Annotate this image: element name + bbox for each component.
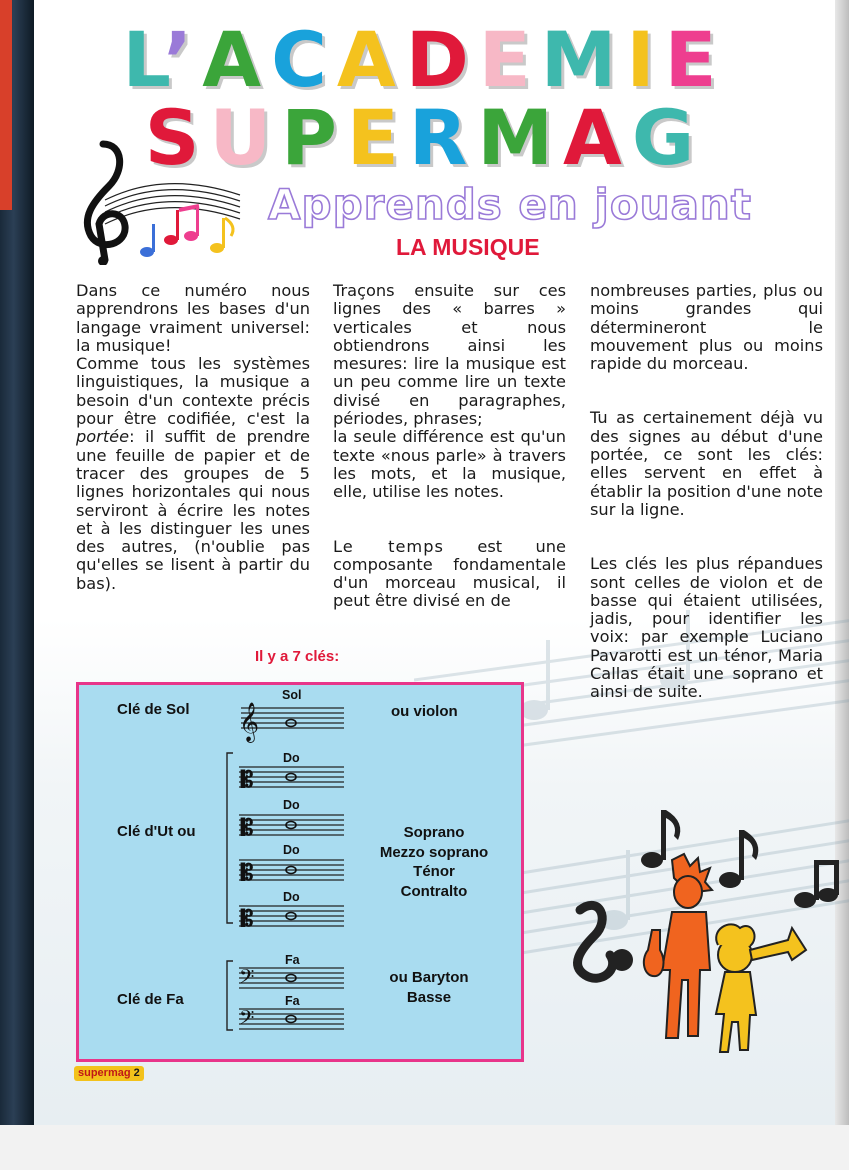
clef-label-fa: Clé de Fa: [117, 991, 184, 1008]
title-letter: U: [209, 93, 282, 182]
title-letter: D: [405, 15, 479, 104]
paragraph: Dans ce numéro nous apprendrons les bases d'un langage vraiment universel: la musique!: [76, 281, 310, 355]
voice-label: Contralto: [400, 882, 468, 900]
voice-label: Ténor: [413, 863, 455, 880]
title-letter: A: [563, 93, 632, 182]
text-run: : il suffit de prendre une feuille de papier et de tracer des groupes de 5 lignes horizontales qui nous serviront à écrire les notes et à les distinguer les unes des autres, (n'oublie pas qu'elles se lisent à partir du bas).: [76, 427, 310, 593]
clef-label-sol: Clé de Sol: [117, 701, 190, 718]
title-letter: M: [540, 15, 627, 104]
note-name: Do: [283, 798, 300, 812]
alto-clef-icon: 𝄡: [241, 907, 254, 932]
note-name: Do: [283, 751, 300, 765]
title-letter: E: [664, 15, 727, 104]
voice-label: Basse: [406, 989, 452, 1006]
text-column-2: [333, 282, 566, 611]
paragraph: Les clés les plus répandues sont celles de violon et de basse qui étaient utilisées, jadis, pour identifier les voix: par exemple Luciano Pavarotti est un ténor, Maria Callas était une soprano et ainsi de suite.: [590, 554, 823, 702]
treble-clef-icon: [578, 905, 613, 978]
spaced-term: Le temps: [333, 536, 444, 556]
title-letter: S: [144, 93, 210, 182]
section-heading: LA MUSIQUE: [396, 234, 540, 260]
text-column-3: [590, 282, 823, 702]
voice-list: [369, 968, 489, 1008]
clef-table: [76, 682, 524, 1062]
magazine-title-line-1: [0, 15, 849, 104]
text-run: est une composante fondamentale d'un morceau musical, il peut être divisé en de: [333, 536, 567, 611]
subtitle: Apprends en jouant: [268, 180, 752, 229]
note-name: Do: [283, 843, 300, 857]
text-column-1: [76, 282, 310, 593]
alto-clef-icon: 𝄡: [241, 768, 254, 793]
paragraph: [76, 355, 310, 593]
title-letter: ’: [163, 15, 203, 104]
paragraph: Traçons ensuite sur ces lignes des « barres » verticales et nous obtiendrons ainsi les mesures: lire la musique est un peu comme lire un texte divisé en paragraphes, périodes, phrases;: [333, 281, 566, 429]
page-number: 2: [133, 1067, 140, 1079]
title-letter: M: [477, 93, 564, 182]
italic-term: portée: [76, 427, 130, 447]
voice-label: Soprano: [403, 824, 465, 841]
page-edge-bottom: [0, 1125, 849, 1170]
title-letter: A: [336, 15, 406, 104]
paragraph: [333, 538, 566, 611]
note-name: Do: [283, 890, 300, 904]
note-name: Sol: [282, 688, 302, 702]
bass-clef-icon: 𝄢: [239, 1006, 255, 1034]
treble-clef-notes-decoration: [75, 140, 245, 265]
treble-clef-icon: 𝄞: [239, 702, 260, 742]
clef-box-heading: Il y a 7 clés:: [255, 648, 340, 665]
title-letter: R: [408, 93, 478, 182]
title-letter: L: [122, 15, 164, 104]
voice-label: ou violon: [391, 703, 458, 720]
note-name: Fa: [285, 953, 300, 967]
footer-badge: [74, 1066, 144, 1081]
voice-list: [359, 823, 509, 901]
musician-mascots-illustration: [560, 800, 840, 1060]
voice-label: Mezzo soprano: [379, 843, 489, 861]
title-letter: E: [478, 15, 541, 104]
footer-brand: supermag: [78, 1067, 131, 1079]
voice-label: ou Baryton: [389, 969, 469, 986]
paragraph: nombreuses parties, plus ou moins grandes qui détermineront le mouvement plus ou moins rapide du morceau.: [590, 281, 823, 374]
clef-label-ut: Clé d'Ut ou: [117, 823, 196, 840]
title-letter: G: [631, 93, 705, 182]
title-letter: A: [202, 15, 272, 104]
alto-clef-icon: 𝄡: [241, 816, 254, 841]
title-letter: P: [281, 93, 347, 182]
title-letter: I: [626, 15, 665, 104]
bass-clef-icon: 𝄢: [239, 965, 255, 993]
title-letter: E: [346, 93, 409, 182]
paragraph: Tu as certainement déjà vu des signes au début d'une portée, ce sont les clés: elles servent en effet à établir la position d'une note sur la ligne.: [590, 408, 823, 519]
title-letter: C: [271, 15, 337, 104]
note-name: Fa: [285, 994, 300, 1008]
alto-clef-icon: 𝄡: [241, 861, 254, 886]
paragraph: la seule différence est qu'un texte «nous parle» à travers les mots, et la musique, elle, utilise les notes.: [333, 427, 566, 502]
text-run: Comme tous les systèmes linguistiques, la musique a besoin d'un contexte précis pour être codifiée, c'est la: [76, 354, 310, 429]
